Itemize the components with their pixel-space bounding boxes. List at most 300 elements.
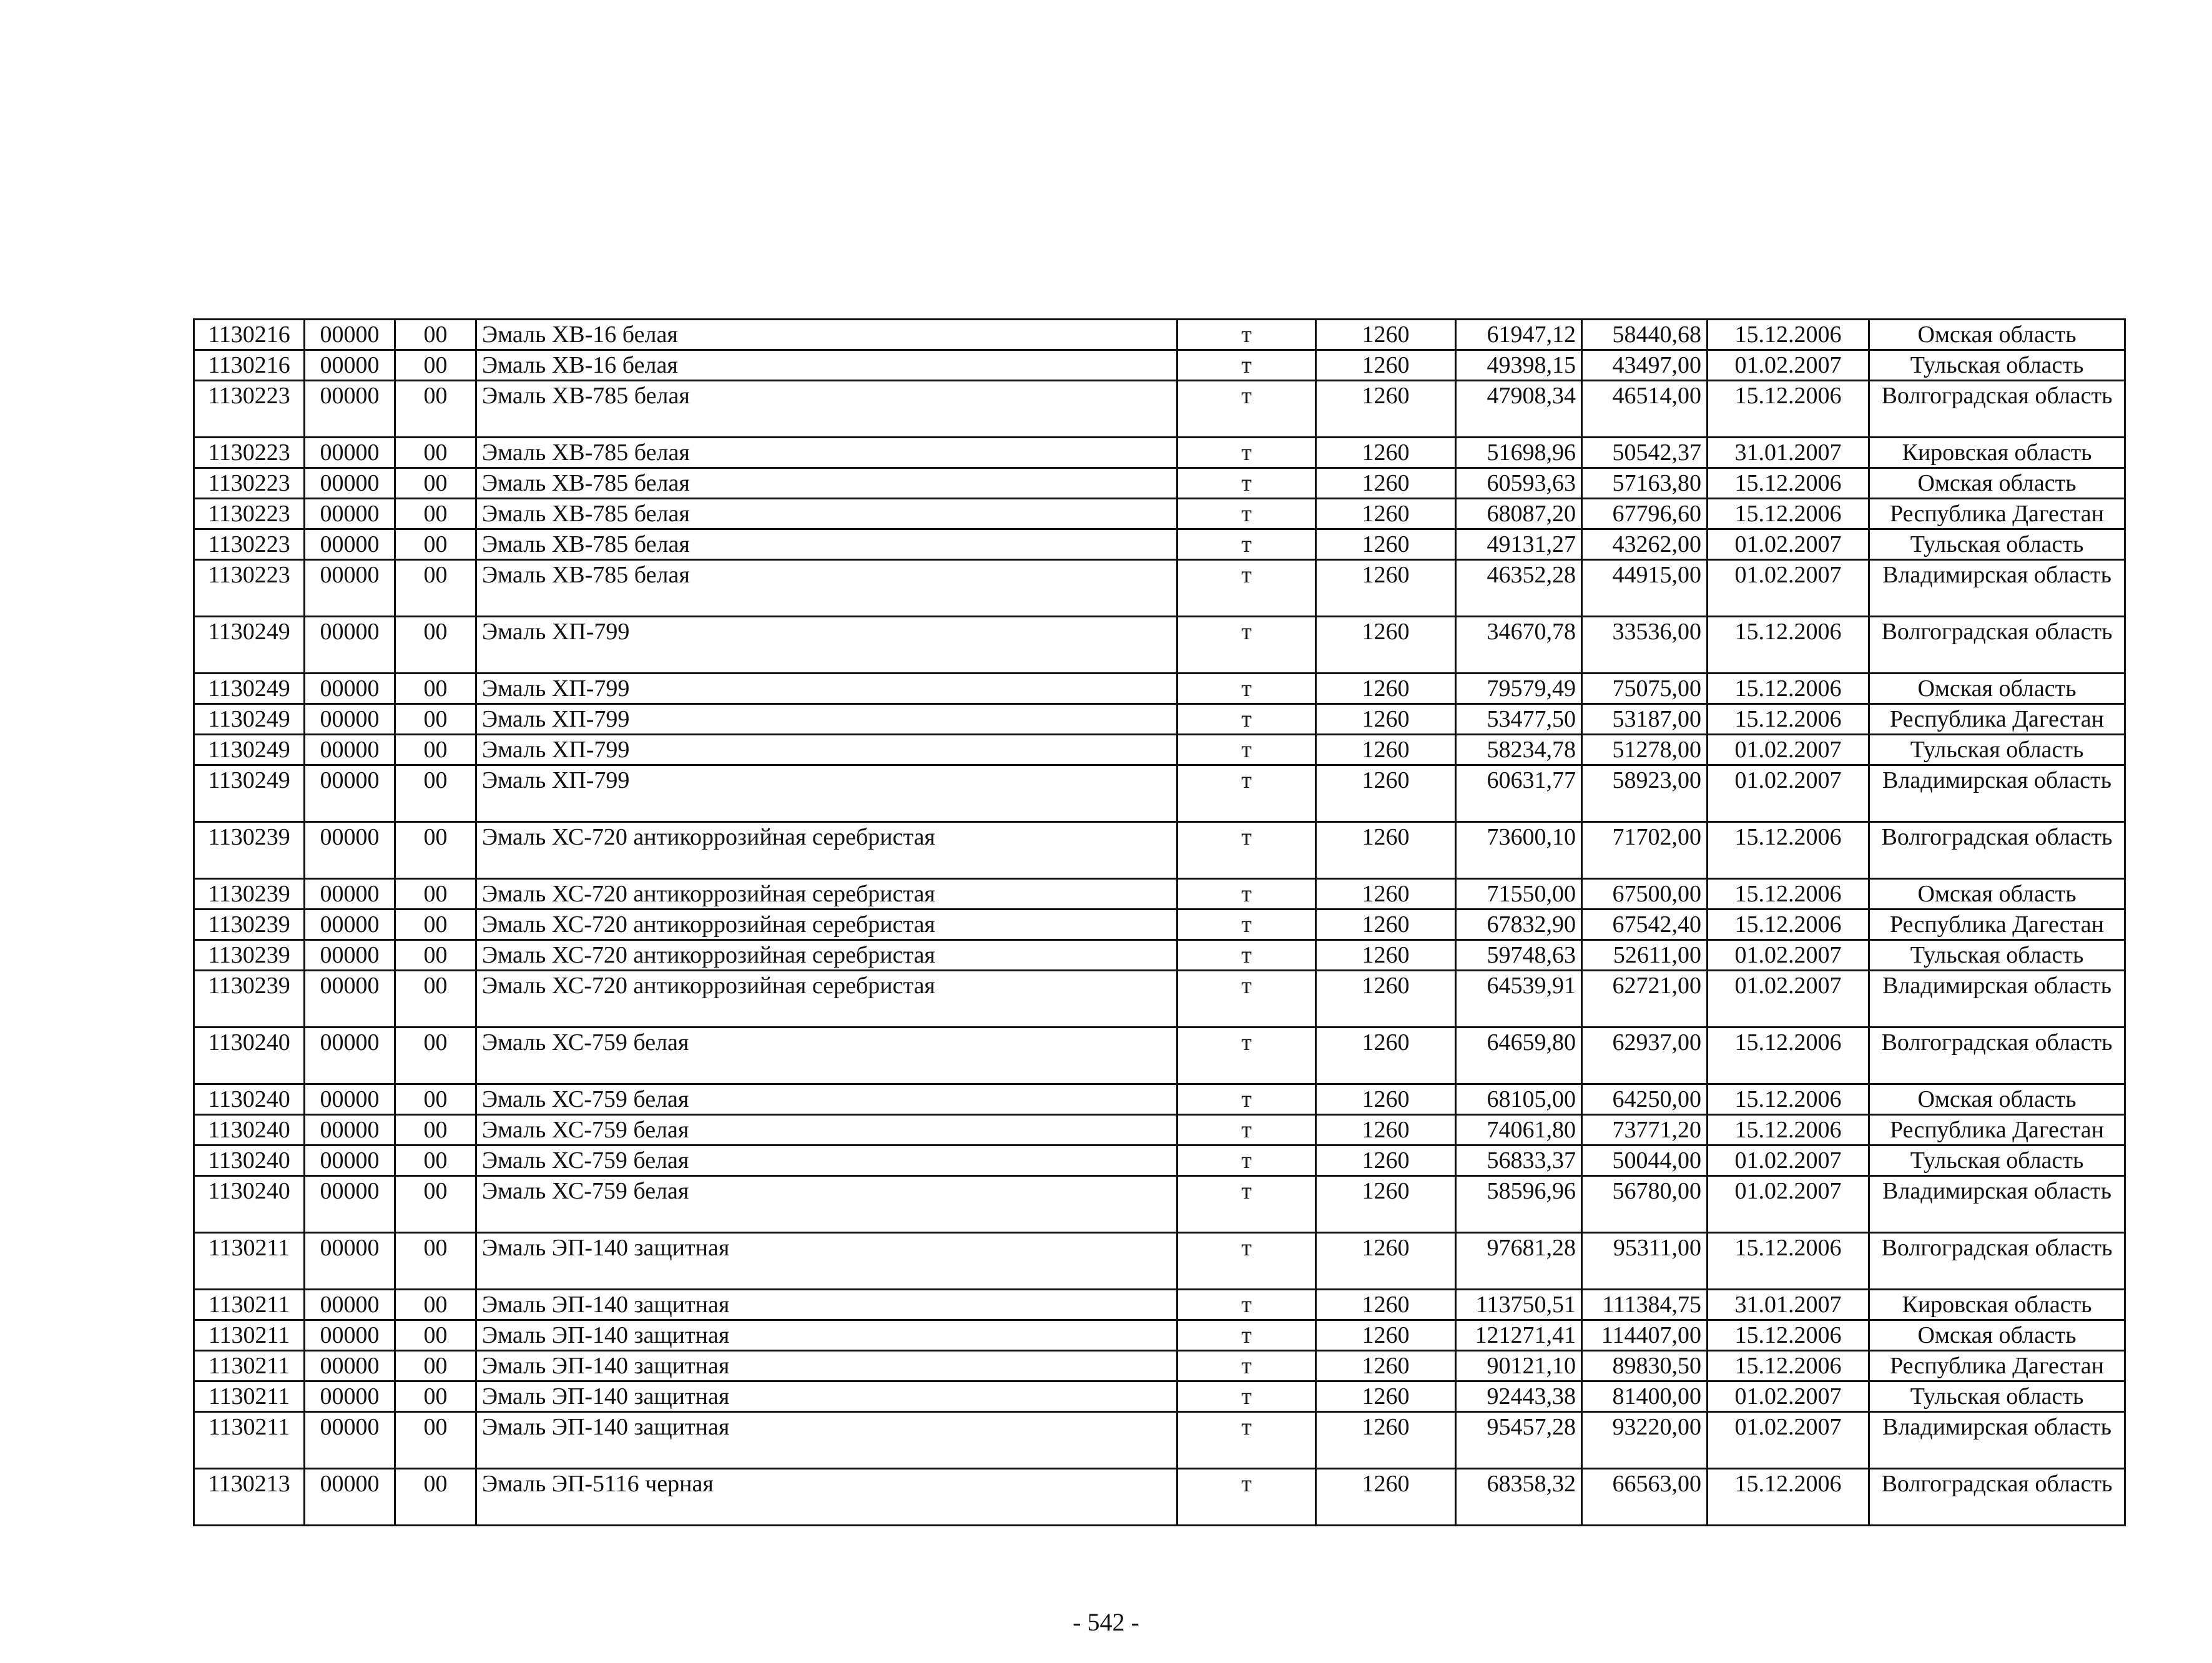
price-with-vat-cell: 53477,50 <box>1456 704 1582 735</box>
price-with-vat-cell: 79579,49 <box>1456 674 1582 704</box>
page-number: - 542 - <box>1073 1608 1139 1636</box>
group-cell: 00 <box>395 1469 476 1526</box>
table-row <box>194 674 2125 704</box>
price-cell: 64250,00 <box>1582 1084 1708 1115</box>
date-cell: 01.02.2007 <box>1708 735 1869 765</box>
product-name-cell: Эмаль ХВ-785 белая <box>476 381 1177 438</box>
region-cell: Тульская область <box>1869 529 2125 560</box>
group-cell: 00 <box>395 1145 476 1176</box>
group-cell: 00 <box>395 1233 476 1290</box>
table-row <box>194 879 2125 910</box>
region-cell: Республика Дагестан <box>1869 1115 2125 1145</box>
unit-code-cell: 1260 <box>1316 350 1456 381</box>
price-cell: 50542,37 <box>1582 438 1708 468</box>
unit-cell: т <box>1177 940 1316 971</box>
group-cell: 00 <box>395 468 476 499</box>
table-row <box>194 822 2125 879</box>
region-cell: Республика Дагестан <box>1869 499 2125 529</box>
unit-cell: т <box>1177 1233 1316 1290</box>
date-cell: 15.12.2006 <box>1708 320 1869 350</box>
unit-code-cell: 1260 <box>1316 1381 1456 1412</box>
unit-cell: т <box>1177 1412 1316 1469</box>
price-cell: 67500,00 <box>1582 879 1708 910</box>
unit-cell: т <box>1177 1381 1316 1412</box>
product-code-cell: 1130249 <box>194 704 305 735</box>
date-cell: 15.12.2006 <box>1708 468 1869 499</box>
price-table-body <box>194 320 2125 1526</box>
price-with-vat-cell: 68105,00 <box>1456 1084 1582 1115</box>
price-cell: 43497,00 <box>1582 350 1708 381</box>
price-table <box>193 318 2126 1526</box>
subcode-cell: 00000 <box>305 879 395 910</box>
product-code-cell: 1130213 <box>194 1469 305 1526</box>
table-row <box>194 560 2125 617</box>
region-cell: Тульская область <box>1869 735 2125 765</box>
unit-cell: т <box>1177 1290 1316 1320</box>
region-cell: Волгоградская область <box>1869 617 2125 674</box>
subcode-cell: 00000 <box>305 560 395 617</box>
date-cell: 15.12.2006 <box>1708 879 1869 910</box>
table-row <box>194 468 2125 499</box>
subcode-cell: 00000 <box>305 765 395 822</box>
unit-cell: т <box>1177 1176 1316 1233</box>
unit-cell: т <box>1177 320 1316 350</box>
subcode-cell: 00000 <box>305 1381 395 1412</box>
unit-code-cell: 1260 <box>1316 1469 1456 1526</box>
date-cell: 15.12.2006 <box>1708 1469 1869 1526</box>
group-cell: 00 <box>395 1176 476 1233</box>
unit-code-cell: 1260 <box>1316 1145 1456 1176</box>
unit-code-cell: 1260 <box>1316 765 1456 822</box>
subcode-cell: 00000 <box>305 1412 395 1469</box>
product-code-cell: 1130223 <box>194 468 305 499</box>
price-cell: 66563,00 <box>1582 1469 1708 1526</box>
subcode-cell: 00000 <box>305 674 395 704</box>
price-cell: 46514,00 <box>1582 381 1708 438</box>
region-cell: Волгоградская область <box>1869 1233 2125 1290</box>
price-cell: 89830,50 <box>1582 1351 1708 1381</box>
product-name-cell: Эмаль ХП-799 <box>476 674 1177 704</box>
product-name-cell: Эмаль ХС-759 белая <box>476 1176 1177 1233</box>
subcode-cell: 00000 <box>305 1115 395 1145</box>
unit-cell: т <box>1177 1320 1316 1351</box>
table-row <box>194 1084 2125 1115</box>
unit-code-cell: 1260 <box>1316 704 1456 735</box>
region-cell: Тульская область <box>1869 1145 2125 1176</box>
unit-code-cell: 1260 <box>1316 617 1456 674</box>
date-cell: 01.02.2007 <box>1708 940 1869 971</box>
price-with-vat-cell: 47908,34 <box>1456 381 1582 438</box>
group-cell: 00 <box>395 617 476 674</box>
product-code-cell: 1130249 <box>194 674 305 704</box>
price-with-vat-cell: 60631,77 <box>1456 765 1582 822</box>
product-code-cell: 1130223 <box>194 529 305 560</box>
price-cell: 62721,00 <box>1582 971 1708 1028</box>
product-code-cell: 1130239 <box>194 971 305 1028</box>
product-code-cell: 1130239 <box>194 822 305 879</box>
subcode-cell: 00000 <box>305 910 395 940</box>
unit-code-cell: 1260 <box>1316 735 1456 765</box>
group-cell: 00 <box>395 822 476 879</box>
unit-code-cell: 1260 <box>1316 1028 1456 1084</box>
price-with-vat-cell: 59748,63 <box>1456 940 1582 971</box>
product-name-cell: Эмаль ХВ-785 белая <box>476 529 1177 560</box>
unit-code-cell: 1260 <box>1316 940 1456 971</box>
date-cell: 15.12.2006 <box>1708 1028 1869 1084</box>
product-code-cell: 1130223 <box>194 438 305 468</box>
unit-code-cell: 1260 <box>1316 1290 1456 1320</box>
product-code-cell: 1130223 <box>194 560 305 617</box>
table-row <box>194 910 2125 940</box>
unit-cell: т <box>1177 560 1316 617</box>
unit-code-cell: 1260 <box>1316 1084 1456 1115</box>
date-cell: 01.02.2007 <box>1708 1145 1869 1176</box>
product-name-cell: Эмаль ЭП-140 защитная <box>476 1320 1177 1351</box>
product-code-cell: 1130223 <box>194 499 305 529</box>
unit-cell: т <box>1177 468 1316 499</box>
unit-code-cell: 1260 <box>1316 1233 1456 1290</box>
product-code-cell: 1130211 <box>194 1233 305 1290</box>
table-row <box>194 617 2125 674</box>
product-name-cell: Эмаль ЭП-5116 черная <box>476 1469 1177 1526</box>
product-name-cell: Эмаль ХВ-785 белая <box>476 438 1177 468</box>
group-cell: 00 <box>395 879 476 910</box>
product-name-cell: Эмаль ХС-720 антикоррозийная серебристая <box>476 910 1177 940</box>
price-with-vat-cell: 58234,78 <box>1456 735 1582 765</box>
region-cell: Тульская область <box>1869 940 2125 971</box>
unit-code-cell: 1260 <box>1316 1176 1456 1233</box>
unit-cell: т <box>1177 704 1316 735</box>
date-cell: 15.12.2006 <box>1708 1115 1869 1145</box>
region-cell: Владимирская область <box>1869 765 2125 822</box>
subcode-cell: 00000 <box>305 499 395 529</box>
subcode-cell: 00000 <box>305 381 395 438</box>
product-code-cell: 1130211 <box>194 1290 305 1320</box>
group-cell: 00 <box>395 1412 476 1469</box>
date-cell: 15.12.2006 <box>1708 617 1869 674</box>
unit-code-cell: 1260 <box>1316 560 1456 617</box>
region-cell: Волгоградская область <box>1869 1469 2125 1526</box>
unit-cell: т <box>1177 1028 1316 1084</box>
subcode-cell: 00000 <box>305 1290 395 1320</box>
price-with-vat-cell: 61947,12 <box>1456 320 1582 350</box>
region-cell: Владимирская область <box>1869 1176 2125 1233</box>
price-with-vat-cell: 34670,78 <box>1456 617 1582 674</box>
price-with-vat-cell: 46352,28 <box>1456 560 1582 617</box>
group-cell: 00 <box>395 320 476 350</box>
product-code-cell: 1130211 <box>194 1351 305 1381</box>
price-cell: 67796,60 <box>1582 499 1708 529</box>
product-code-cell: 1130216 <box>194 320 305 350</box>
product-code-cell: 1130249 <box>194 765 305 822</box>
region-cell: Тульская область <box>1869 1381 2125 1412</box>
unit-cell: т <box>1177 1145 1316 1176</box>
region-cell: Республика Дагестан <box>1869 910 2125 940</box>
subcode-cell: 00000 <box>305 468 395 499</box>
unit-code-cell: 1260 <box>1316 879 1456 910</box>
unit-cell: т <box>1177 910 1316 940</box>
price-with-vat-cell: 49398,15 <box>1456 350 1582 381</box>
unit-cell: т <box>1177 529 1316 560</box>
unit-code-cell: 1260 <box>1316 971 1456 1028</box>
unit-cell: т <box>1177 1084 1316 1115</box>
date-cell: 15.12.2006 <box>1708 674 1869 704</box>
product-name-cell: Эмаль ХС-720 антикоррозийная серебристая <box>476 971 1177 1028</box>
product-name-cell: Эмаль ХВ-785 белая <box>476 468 1177 499</box>
date-cell: 01.02.2007 <box>1708 1176 1869 1233</box>
unit-cell: т <box>1177 1469 1316 1526</box>
region-cell: Владимирская область <box>1869 560 2125 617</box>
price-cell: 62937,00 <box>1582 1028 1708 1084</box>
price-cell: 58923,00 <box>1582 765 1708 822</box>
price-with-vat-cell: 95457,28 <box>1456 1412 1582 1469</box>
date-cell: 31.01.2007 <box>1708 1290 1869 1320</box>
product-code-cell: 1130240 <box>194 1145 305 1176</box>
unit-cell: т <box>1177 765 1316 822</box>
region-cell: Омская область <box>1869 1084 2125 1115</box>
price-with-vat-cell: 74061,80 <box>1456 1115 1582 1145</box>
table-row <box>194 1115 2125 1145</box>
price-cell: 111384,75 <box>1582 1290 1708 1320</box>
product-code-cell: 1130249 <box>194 735 305 765</box>
date-cell: 01.02.2007 <box>1708 1412 1869 1469</box>
price-with-vat-cell: 68087,20 <box>1456 499 1582 529</box>
unit-code-cell: 1260 <box>1316 468 1456 499</box>
subcode-cell: 00000 <box>305 822 395 879</box>
subcode-cell: 00000 <box>305 1145 395 1176</box>
price-with-vat-cell: 68358,32 <box>1456 1469 1582 1526</box>
table-row <box>194 529 2125 560</box>
unit-code-cell: 1260 <box>1316 1115 1456 1145</box>
table-row <box>194 1233 2125 1290</box>
unit-code-cell: 1260 <box>1316 674 1456 704</box>
subcode-cell: 00000 <box>305 617 395 674</box>
price-cell: 67542,40 <box>1582 910 1708 940</box>
region-cell: Кировская область <box>1869 438 2125 468</box>
unit-code-cell: 1260 <box>1316 320 1456 350</box>
product-code-cell: 1130240 <box>194 1084 305 1115</box>
product-name-cell: Эмаль ХС-720 антикоррозийная серебристая <box>476 822 1177 879</box>
product-name-cell: Эмаль ХС-759 белая <box>476 1115 1177 1145</box>
product-name-cell: Эмаль ХП-799 <box>476 617 1177 674</box>
table-row <box>194 704 2125 735</box>
subcode-cell: 00000 <box>305 350 395 381</box>
group-cell: 00 <box>395 704 476 735</box>
table-row <box>194 320 2125 350</box>
product-code-cell: 1130240 <box>194 1115 305 1145</box>
date-cell: 31.01.2007 <box>1708 438 1869 468</box>
subcode-cell: 00000 <box>305 1320 395 1351</box>
subcode-cell: 00000 <box>305 704 395 735</box>
table-row <box>194 381 2125 438</box>
group-cell: 00 <box>395 350 476 381</box>
product-name-cell: Эмаль ЭП-140 защитная <box>476 1351 1177 1381</box>
price-cell: 95311,00 <box>1582 1233 1708 1290</box>
product-code-cell: 1130211 <box>194 1412 305 1469</box>
price-with-vat-cell: 121271,41 <box>1456 1320 1582 1351</box>
region-cell: Омская область <box>1869 320 2125 350</box>
group-cell: 00 <box>395 1381 476 1412</box>
group-cell: 00 <box>395 529 476 560</box>
group-cell: 00 <box>395 765 476 822</box>
product-code-cell: 1130239 <box>194 940 305 971</box>
unit-cell: т <box>1177 617 1316 674</box>
product-name-cell: Эмаль ХП-799 <box>476 735 1177 765</box>
subcode-cell: 00000 <box>305 1084 395 1115</box>
group-cell: 00 <box>395 438 476 468</box>
price-cell: 52611,00 <box>1582 940 1708 971</box>
product-name-cell: Эмаль ЭП-140 защитная <box>476 1233 1177 1290</box>
unit-cell: т <box>1177 879 1316 910</box>
date-cell: 15.12.2006 <box>1708 1351 1869 1381</box>
price-cell: 58440,68 <box>1582 320 1708 350</box>
product-code-cell: 1130240 <box>194 1176 305 1233</box>
product-name-cell: Эмаль ХП-799 <box>476 765 1177 822</box>
unit-code-cell: 1260 <box>1316 1412 1456 1469</box>
unit-code-cell: 1260 <box>1316 381 1456 438</box>
unit-code-cell: 1260 <box>1316 822 1456 879</box>
product-name-cell: Эмаль ЭП-140 защитная <box>476 1381 1177 1412</box>
unit-cell: т <box>1177 822 1316 879</box>
region-cell: Омская область <box>1869 674 2125 704</box>
region-cell: Омская область <box>1869 879 2125 910</box>
unit-cell: т <box>1177 971 1316 1028</box>
price-with-vat-cell: 71550,00 <box>1456 879 1582 910</box>
unit-cell: т <box>1177 1351 1316 1381</box>
group-cell: 00 <box>395 1028 476 1084</box>
region-cell: Владимирская область <box>1869 971 2125 1028</box>
group-cell: 00 <box>395 971 476 1028</box>
subcode-cell: 00000 <box>305 940 395 971</box>
group-cell: 00 <box>395 910 476 940</box>
unit-cell: т <box>1177 1115 1316 1145</box>
region-cell: Волгоградская область <box>1869 822 2125 879</box>
region-cell: Кировская область <box>1869 1290 2125 1320</box>
unit-cell: т <box>1177 735 1316 765</box>
product-name-cell: Эмаль ХС-759 белая <box>476 1084 1177 1115</box>
price-with-vat-cell: 113750,51 <box>1456 1290 1582 1320</box>
date-cell: 15.12.2006 <box>1708 1084 1869 1115</box>
product-name-cell: Эмаль ХВ-16 белая <box>476 320 1177 350</box>
product-name-cell: Эмаль ЭП-140 защитная <box>476 1290 1177 1320</box>
subcode-cell: 00000 <box>305 529 395 560</box>
group-cell: 00 <box>395 1351 476 1381</box>
date-cell: 01.02.2007 <box>1708 529 1869 560</box>
table-row <box>194 1381 2125 1412</box>
unit-code-cell: 1260 <box>1316 1320 1456 1351</box>
product-name-cell: Эмаль ХС-720 антикоррозийная серебристая <box>476 940 1177 971</box>
date-cell: 15.12.2006 <box>1708 910 1869 940</box>
subcode-cell: 00000 <box>305 1028 395 1084</box>
table-row <box>194 350 2125 381</box>
subcode-cell: 00000 <box>305 438 395 468</box>
price-cell: 75075,00 <box>1582 674 1708 704</box>
unit-cell: т <box>1177 381 1316 438</box>
subcode-cell: 00000 <box>305 735 395 765</box>
group-cell: 00 <box>395 1320 476 1351</box>
group-cell: 00 <box>395 499 476 529</box>
unit-code-cell: 1260 <box>1316 1351 1456 1381</box>
price-with-vat-cell: 97681,28 <box>1456 1233 1582 1290</box>
price-cell: 71702,00 <box>1582 822 1708 879</box>
region-cell: Волгоградская область <box>1869 1028 2125 1084</box>
product-code-cell: 1130216 <box>194 350 305 381</box>
subcode-cell: 00000 <box>305 1233 395 1290</box>
price-with-vat-cell: 60593,63 <box>1456 468 1582 499</box>
product-name-cell: Эмаль ХВ-785 белая <box>476 560 1177 617</box>
unit-cell: т <box>1177 438 1316 468</box>
region-cell: Республика Дагестан <box>1869 1351 2125 1381</box>
price-with-vat-cell: 49131,27 <box>1456 529 1582 560</box>
price-with-vat-cell: 58596,96 <box>1456 1176 1582 1233</box>
subcode-cell: 00000 <box>305 1469 395 1526</box>
unit-cell: т <box>1177 350 1316 381</box>
price-with-vat-cell: 51698,96 <box>1456 438 1582 468</box>
product-name-cell: Эмаль ХС-759 белая <box>476 1145 1177 1176</box>
price-cell: 43262,00 <box>1582 529 1708 560</box>
group-cell: 00 <box>395 674 476 704</box>
table-row <box>194 735 2125 765</box>
price-cell: 73771,20 <box>1582 1115 1708 1145</box>
date-cell: 15.12.2006 <box>1708 1320 1869 1351</box>
group-cell: 00 <box>395 381 476 438</box>
group-cell: 00 <box>395 560 476 617</box>
date-cell: 15.12.2006 <box>1708 381 1869 438</box>
group-cell: 00 <box>395 1115 476 1145</box>
product-name-cell: Эмаль ХВ-16 белая <box>476 350 1177 381</box>
date-cell: 01.02.2007 <box>1708 560 1869 617</box>
region-cell: Владимирская область <box>1869 1412 2125 1469</box>
product-code-cell: 1130211 <box>194 1320 305 1351</box>
date-cell: 15.12.2006 <box>1708 1233 1869 1290</box>
product-code-cell: 1130249 <box>194 617 305 674</box>
product-name-cell: Эмаль ЭП-140 защитная <box>476 1412 1177 1469</box>
date-cell: 15.12.2006 <box>1708 822 1869 879</box>
price-with-vat-cell: 73600,10 <box>1456 822 1582 879</box>
price-cell: 56780,00 <box>1582 1176 1708 1233</box>
product-code-cell: 1130239 <box>194 879 305 910</box>
date-cell: 01.02.2007 <box>1708 1381 1869 1412</box>
group-cell: 00 <box>395 1290 476 1320</box>
unit-cell: т <box>1177 674 1316 704</box>
table-row <box>194 1145 2125 1176</box>
product-name-cell: Эмаль ХП-799 <box>476 704 1177 735</box>
group-cell: 00 <box>395 735 476 765</box>
table-row <box>194 1412 2125 1469</box>
region-cell: Республика Дагестан <box>1869 704 2125 735</box>
subcode-cell: 00000 <box>305 971 395 1028</box>
price-cell: 44915,00 <box>1582 560 1708 617</box>
table-row <box>194 971 2125 1028</box>
date-cell: 15.12.2006 <box>1708 704 1869 735</box>
unit-code-cell: 1260 <box>1316 910 1456 940</box>
product-name-cell: Эмаль ХВ-785 белая <box>476 499 1177 529</box>
table-row <box>194 1028 2125 1084</box>
subcode-cell: 00000 <box>305 320 395 350</box>
group-cell: 00 <box>395 1084 476 1115</box>
product-code-cell: 1130240 <box>194 1028 305 1084</box>
table-row <box>194 1469 2125 1526</box>
region-cell: Волгоградская область <box>1869 381 2125 438</box>
price-cell: 81400,00 <box>1582 1381 1708 1412</box>
table-row <box>194 1176 2125 1233</box>
table-row <box>194 940 2125 971</box>
group-cell: 00 <box>395 940 476 971</box>
unit-cell: т <box>1177 499 1316 529</box>
product-code-cell: 1130239 <box>194 910 305 940</box>
table-row <box>194 1320 2125 1351</box>
product-code-cell: 1130223 <box>194 381 305 438</box>
